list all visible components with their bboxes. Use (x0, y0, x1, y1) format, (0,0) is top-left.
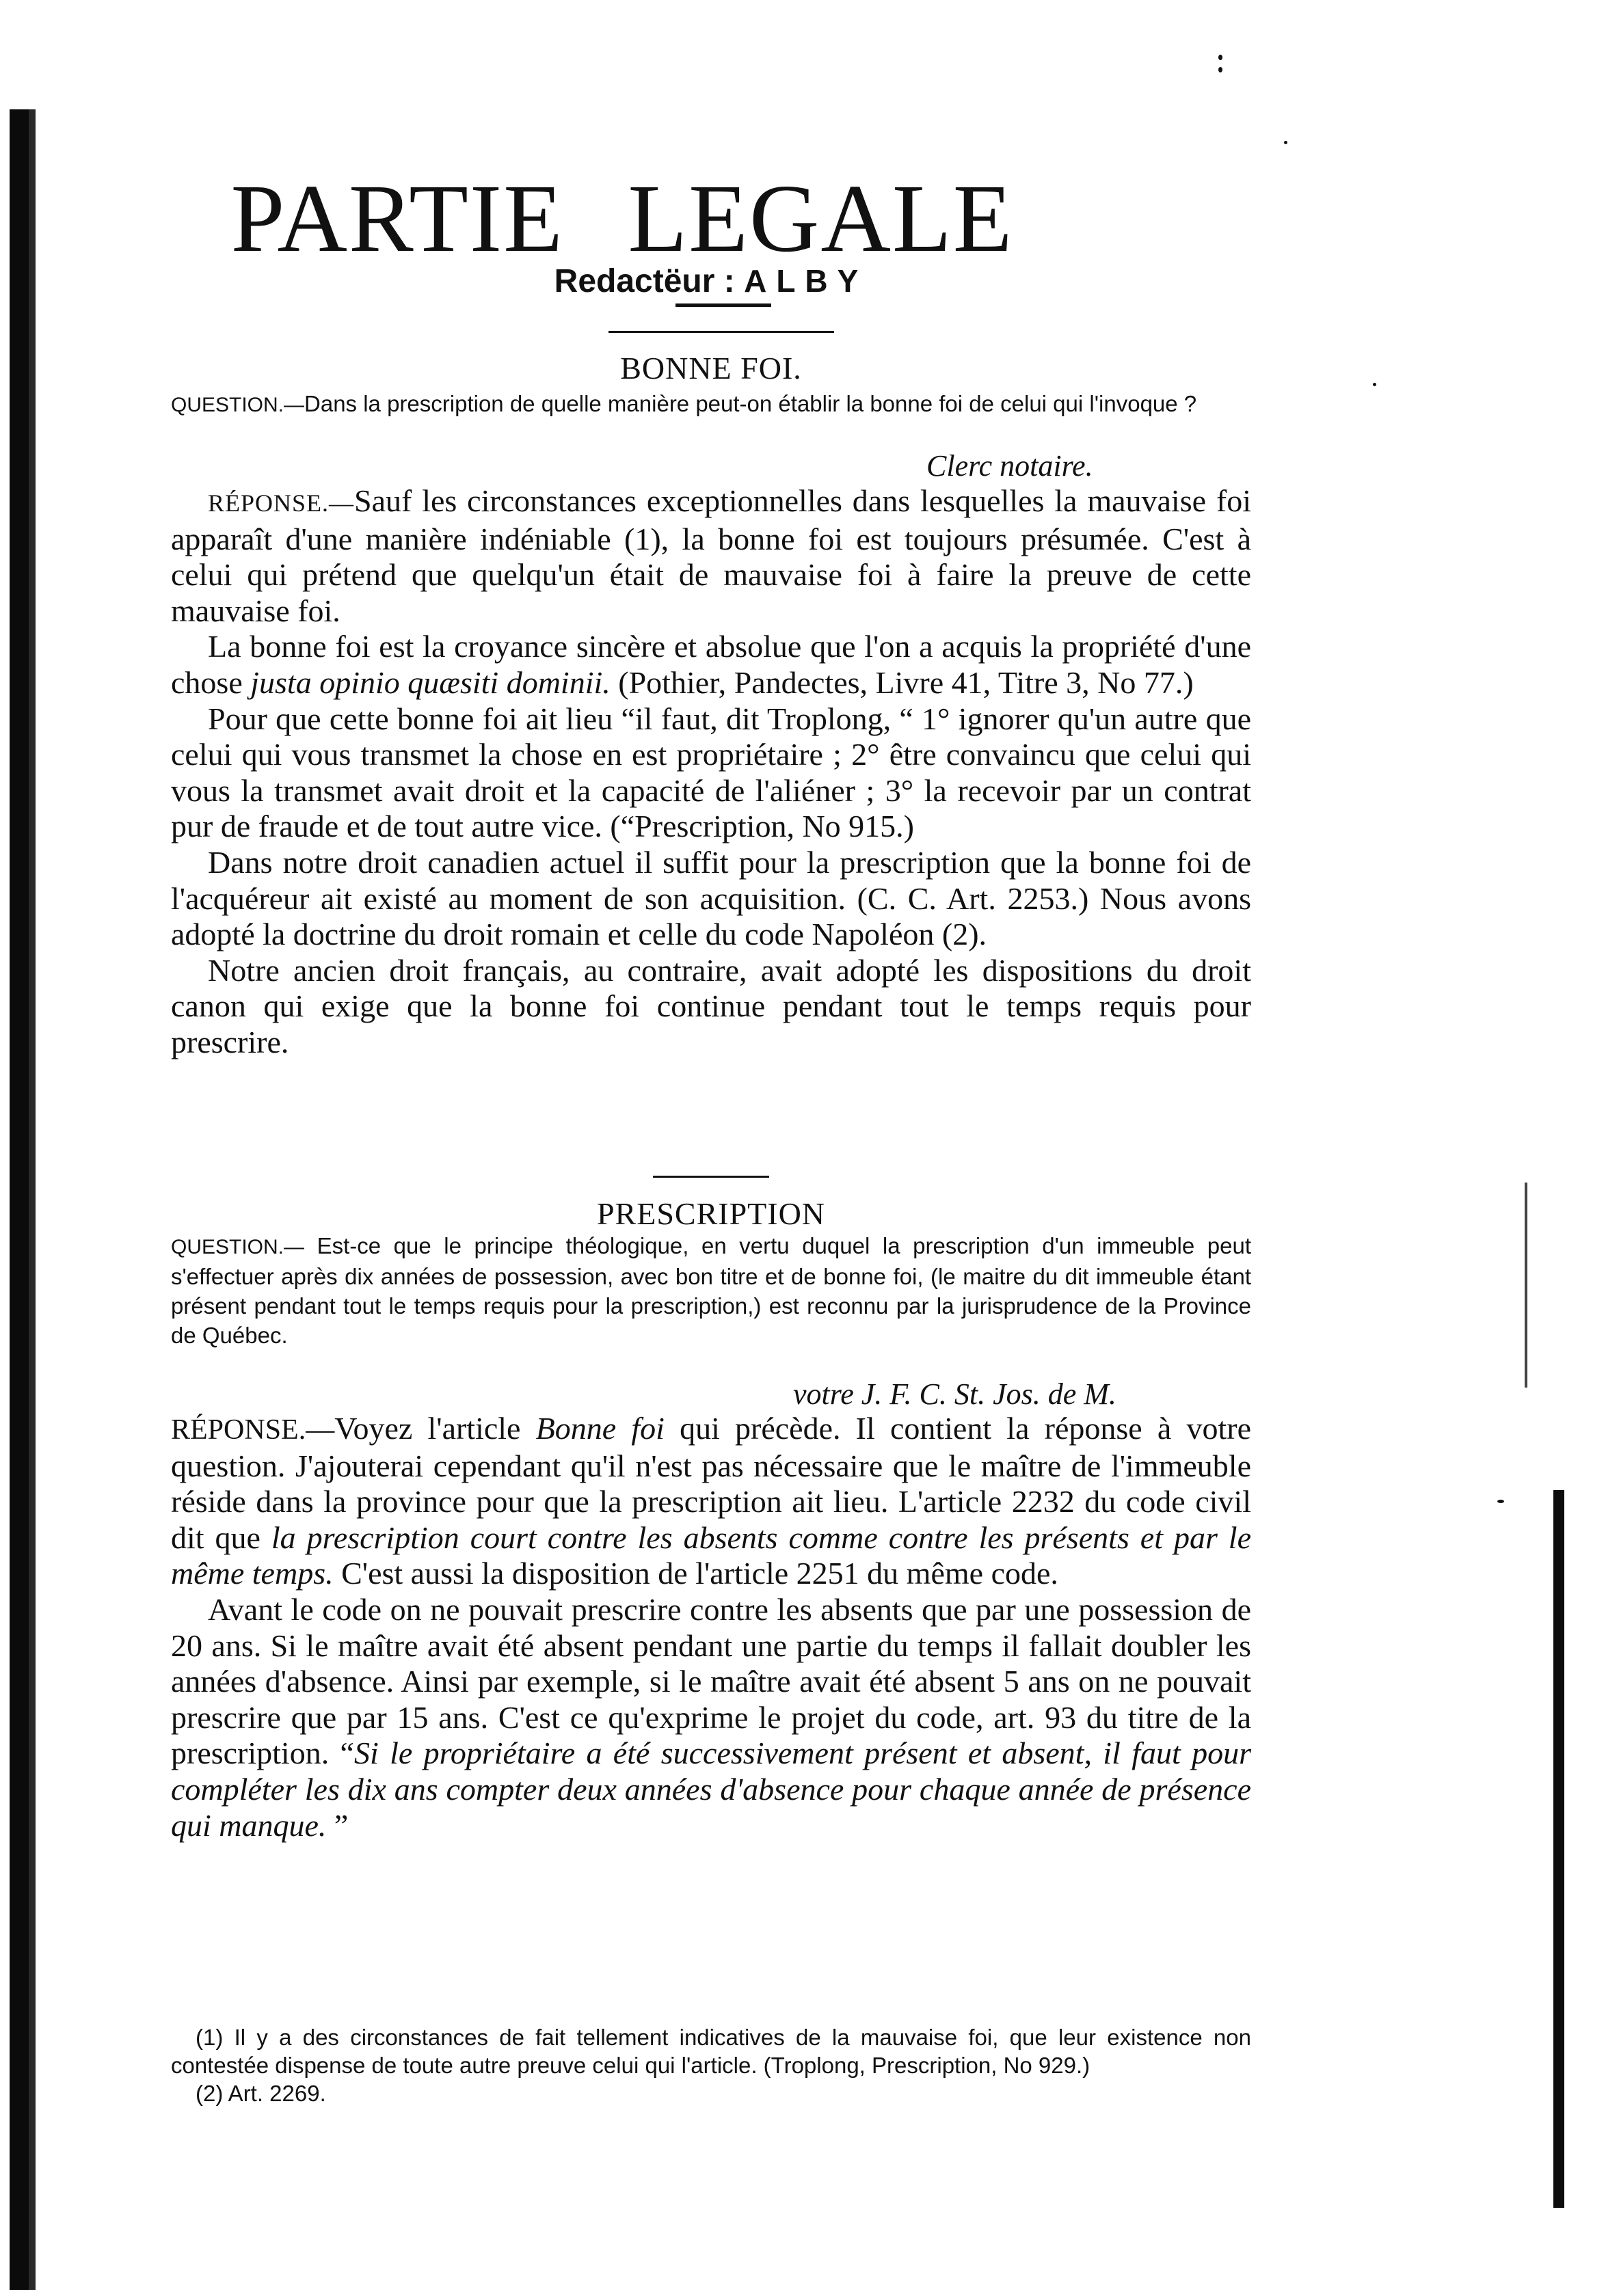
editor-name: ALBY (744, 263, 868, 299)
footnote: (2) Art. 2269. (196, 2081, 326, 2106)
answer-paragraph (171, 1592, 1251, 1843)
answer-text: (Pothier, Pandectes, Livre 41, Titre 3, No 77.) (610, 664, 1194, 700)
question-signature: votre J. F. C. St. Jos. de M. (793, 1377, 1116, 1411)
answer-paragraph: Notre ancien droit français, au contraire, avait adopté les dispositions du droit canon qui exige que la bonne foi continue pendant tout le temps requis pour prescrire. (171, 952, 1251, 1059)
answer-paragraph (171, 483, 1251, 629)
scan-edge-left-shadow (29, 109, 36, 2290)
answer-text: Voyez l'article (334, 1411, 536, 1446)
scan-speck (1497, 1500, 1504, 1503)
footnote: (1) Il y a des circonstances de fait tellement indicatives de la mauvaise foi, que leur existence non contestée dispense de toute autre preuve celui qui l'article. (Troplong, Prescription, No 929.) (171, 2025, 1251, 2078)
scan-speck (1218, 55, 1222, 60)
italic-phrase: la prescription court contre les absents comme contre les présents et par le même temps. (171, 1520, 1251, 1591)
editor-label: Redactëur : (554, 263, 735, 299)
answer-prescription (171, 1411, 1251, 1843)
question-bonne-foi (171, 389, 1251, 420)
italic-phrase: Bonne foi (535, 1411, 665, 1446)
answer-label: RÉPONSE.— (208, 489, 355, 517)
section-heading-bonne-foi: BONNE FOI. (620, 351, 802, 386)
section-rule (608, 331, 834, 333)
latin-phrase: justa opinio quæsiti dominii. (250, 664, 611, 700)
question-text: Est-ce que le principe théologique, en vertu duquel la prescription d'un immeuble peut s'effectuer après dix années de possession, avec bon titre et de bonne foi, (le maitre du dit immeuble étant présent pendant tout le temps requis pour la prescription,) est reconnu par la jurisprudence de la Province de Québec. (171, 1233, 1251, 1348)
answer-paragraph: Pour que cette bonne foi ait lieu “il faut, dit Troplong, “ 1° ignorer qu'un autre que celui qui vous transmet la chose en est propriétaire ; 2° être convaincu que celui qui vous la transmet avait droit et la capacité de l'aliéner ; 3° la recevoir par un contrat pur de fraude et de tout autre vice. (“Prescription, No 915.) (171, 701, 1251, 844)
answer-text: Sauf les circonstances exceptionnelles dans lesquelles la mauvaise foi apparaît d'une manière indéniable (1), la bonne foi est toujours présumée. C'est à celui qui prétend que quelqu'un était de mauvaise foi à faire la preuve de cette mauvaise foi. (171, 483, 1251, 628)
title-rule (675, 303, 771, 307)
question-text: Dans la prescription de quelle manière peut-on établir la bonne foi de celui qui l'invoque ? (304, 391, 1197, 416)
question-label: QUESTION.— (171, 394, 305, 416)
question-signature: Clerc notaire. (926, 449, 1093, 483)
scan-speck (1218, 67, 1222, 72)
answer-text: C'est aussi la disposition de l'article 2251 du même code. (333, 1556, 1058, 1591)
scan-edge-left (10, 109, 29, 2290)
scan-speck (1373, 383, 1376, 386)
page-title: PARTIE LEGALE (230, 164, 1014, 272)
scan-edge-right-thin (1525, 1183, 1527, 1388)
scan-speck (1284, 141, 1287, 144)
answer-text: qui précède. Il contient la réponse à votre question. J'ajouterai cependant qu'il n'est pas nécessaire que le maître de l'immeuble réside dans la province pour que la prescription ait lieu. L'article 2232 du code civil dit que (171, 1411, 1251, 1555)
answer-paragraph (171, 629, 1251, 701)
footnotes (171, 2023, 1251, 2107)
italic-quote: Si le propriétaire a été successivement présent et absent, il faut pour compléter les dix ans compter deux années d'absence pour chaque année de présence qui manque. (171, 1735, 1252, 1843)
question-prescription (171, 1231, 1251, 1350)
answer-paragraph: Dans notre droit canadien actuel il suffit pour la prescription que la bonne foi de l'acquéreur ait existé au moment de son acquisition. (C. C. Art. 2253.) Nous avons adopté la doctrine du droit romain et celle du code Napoléon (2). (171, 844, 1251, 952)
editor-line (171, 265, 1251, 298)
scan-edge-right (1553, 1490, 1564, 2208)
answer-label: RÉPONSE.— (171, 1414, 335, 1446)
section-heading-prescription: PRESCRIPTION (596, 1196, 826, 1231)
answer-bonne-foi (171, 483, 1251, 1061)
answer-text: Avant le code on ne pouvait prescrire contre les absents que par une possession de 20 ans. Si le maître avait été absent pendant une partie du temps il fallait doubler les années d'absence. Ainsi par exemple, si le maître avait été absent 5 ans on ne pouvait prescrire que par 15 ans. C'est ce qu'exprime le projet du code, art. 93 du titre de la prescription. “ (171, 1591, 1251, 1771)
answer-text: ” (326, 1807, 349, 1843)
answer-text: La bonne foi est la croyance sincère et absolue que l'on a acquis la propriété d'une chose (171, 629, 1251, 700)
section-rule (653, 1176, 769, 1178)
question-label: QUESTION.— (171, 1236, 305, 1258)
answer-paragraph (171, 1411, 1251, 1592)
